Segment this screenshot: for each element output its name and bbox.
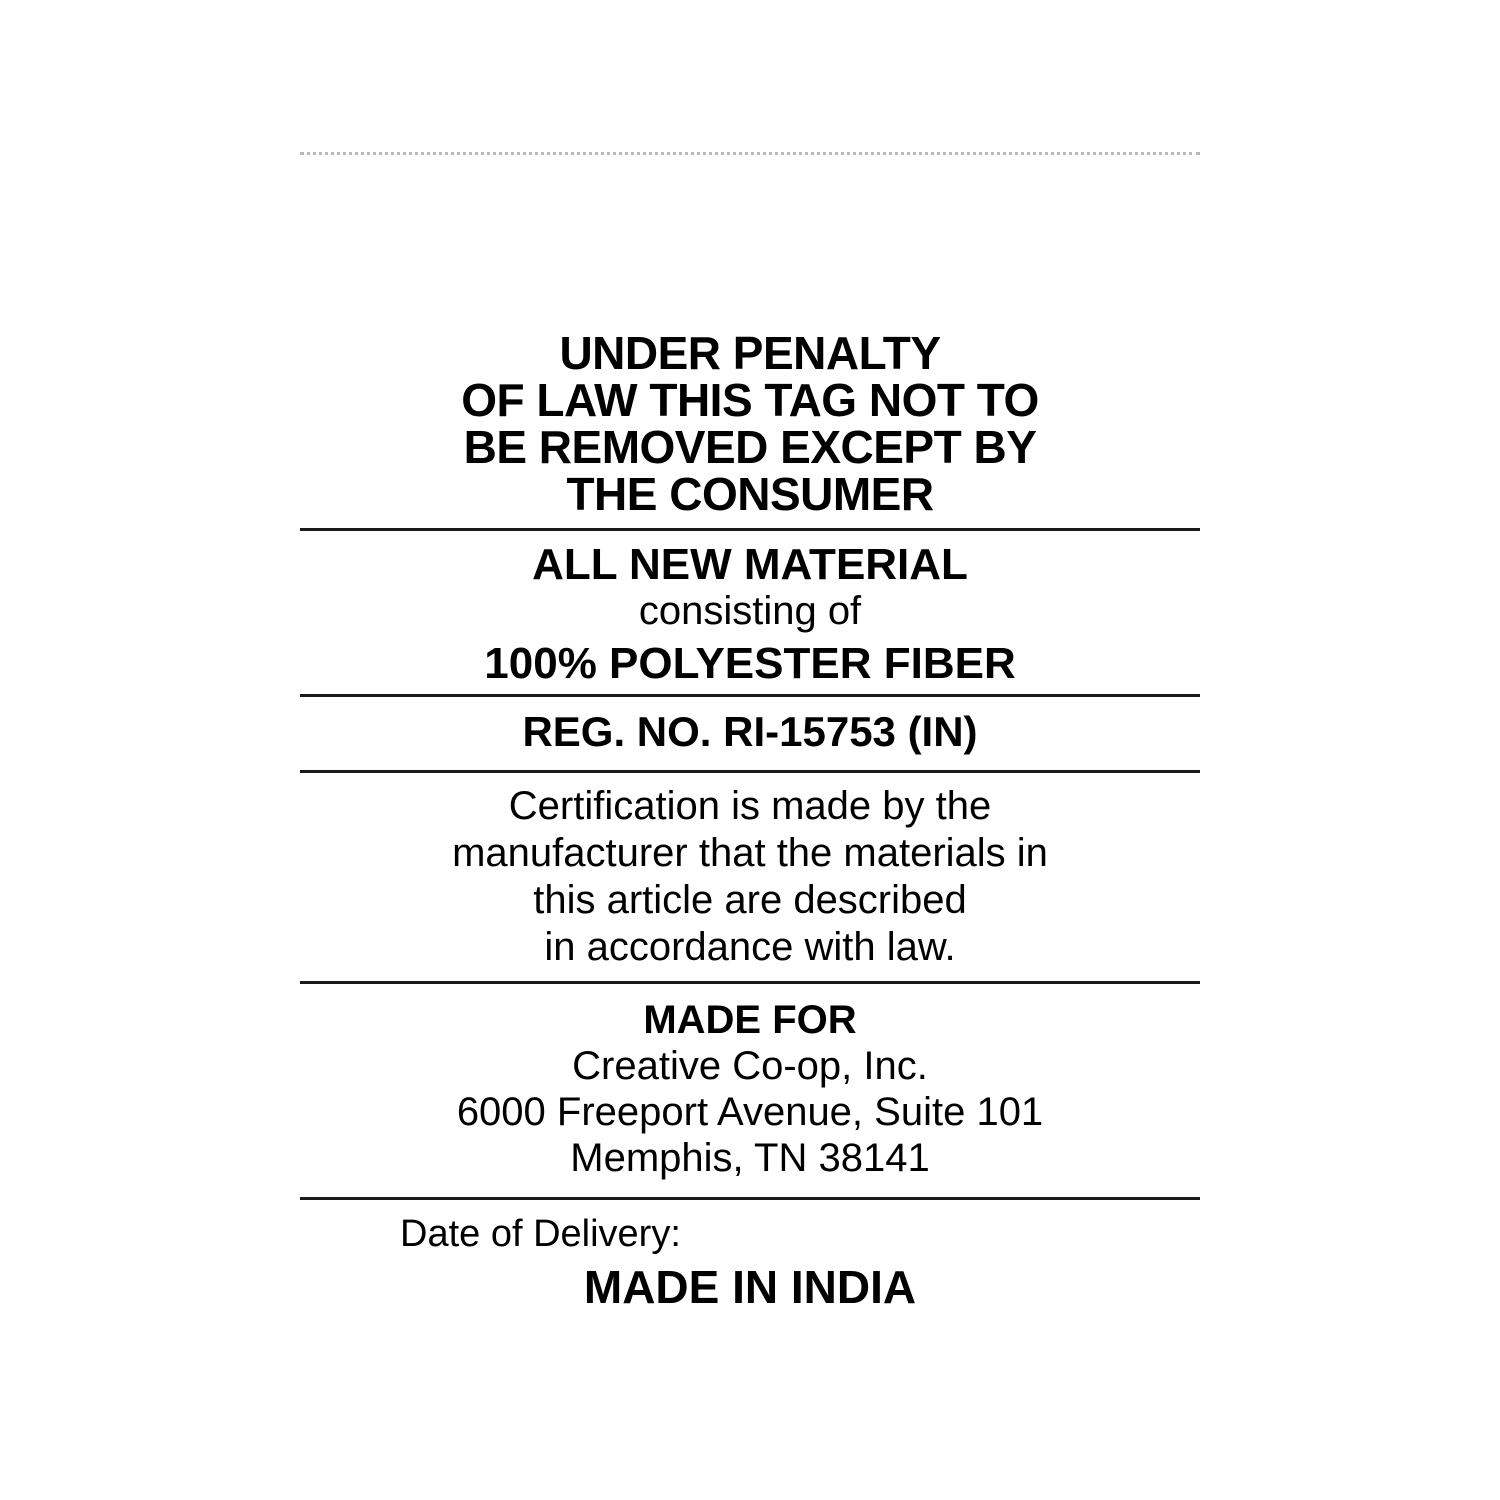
certification-line-4: in accordance with law.	[544, 925, 956, 970]
material-title: ALL NEW MATERIAL	[532, 539, 968, 589]
made-for-section	[300, 984, 1200, 1197]
address-line-1: 6000 Freeport Avenue, Suite 101	[456, 1089, 1044, 1134]
country-of-origin: MADE IN INDIA	[583, 1260, 917, 1313]
label-content	[300, 327, 1200, 1319]
certification-statement	[300, 773, 1200, 982]
certification-line-2: manufacturer that the materials in	[452, 830, 1048, 875]
material-content: 100% POLYESTER FIBER	[484, 638, 1016, 688]
material-section	[300, 531, 1200, 695]
certification-line-3: this article are described	[533, 877, 967, 922]
date-of-delivery-label: Date of Delivery:	[400, 1213, 681, 1256]
address-line-2: Memphis, TN 38141	[570, 1135, 930, 1180]
company-address	[300, 1044, 1200, 1189]
perforation-dotted-line	[300, 152, 1200, 157]
penalty-headline-line-4: THE CONSUMER	[566, 467, 934, 520]
penalty-headline-line-1: UNDER PENALTY	[559, 327, 941, 379]
certification-line-1: Certification is made by the	[508, 783, 992, 828]
company-name: Creative Co-op, Inc.	[572, 1044, 928, 1089]
penalty-headline	[300, 327, 1200, 528]
registration-number: REG. NO. RI-15753 (IN)	[522, 708, 978, 756]
penalty-headline-line-2: OF LAW THIS TAG NOT TO	[461, 373, 1039, 426]
made-for-label: MADE FOR	[643, 998, 857, 1043]
penalty-headline-line-3: BE REMOVED EXCEPT BY	[463, 420, 1037, 473]
material-connector: consisting of	[638, 589, 862, 634]
